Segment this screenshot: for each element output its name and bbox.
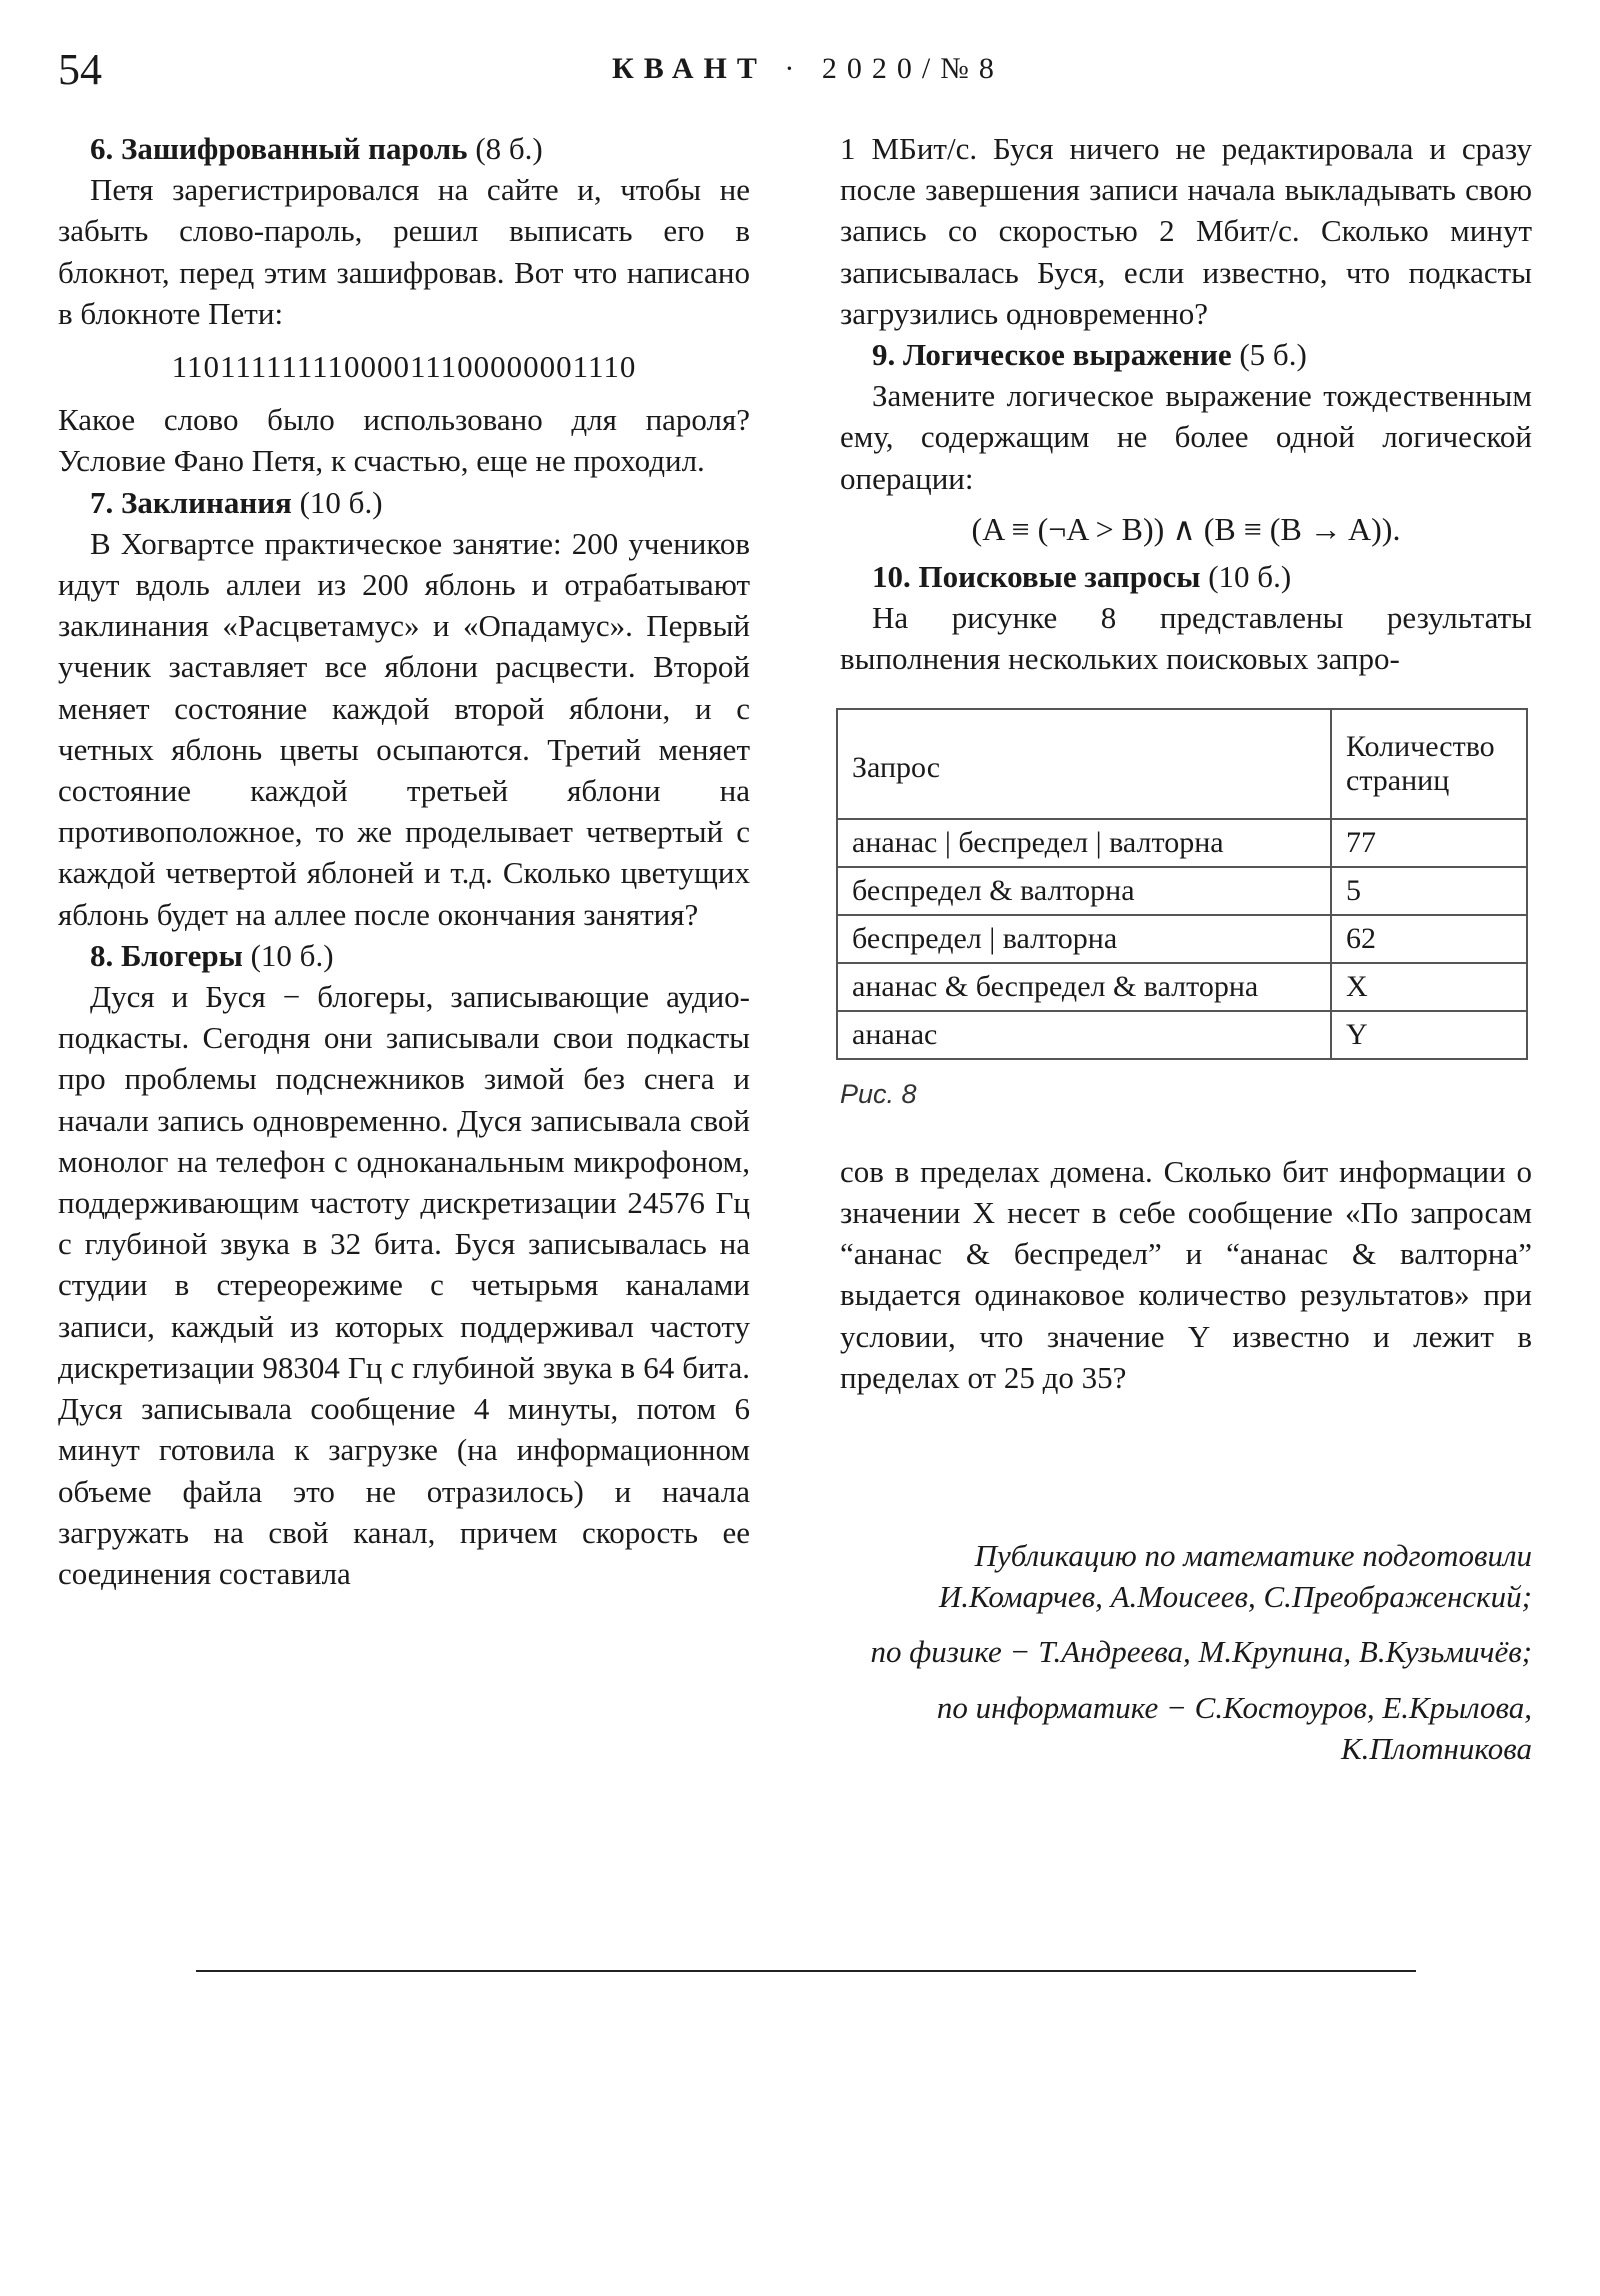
page-number: 54 [58, 45, 102, 94]
search-results-table [836, 708, 1528, 1060]
table-header-row [837, 709, 1527, 819]
problem-10 [840, 556, 1532, 1398]
problem-title: Заклинания [121, 484, 292, 520]
problem-text: Дуся и Буся − блогеры, записывающие аудио-подкасты. Сегодня они записывали свои подкасты про проблемы подснежников зимой без снега и начали запись одновременно. Дуся записывала свой монолог на телефон с одноканальным микрофоном, поддерживающим частоту дискретизации 24576 Гц с глубиной звука в 32 бита. Буся записывалась на студии в стереорежиме с четырьмя каналами записи, каждый из которых поддерживал частоту дискретизации 98304 Гц с глубиной звука в 64 бита. Дуся записывала сообщение 4 минуты, потом 6 минут готовила к загрузке (на информационном объеме файла это не отразилось) и начала загружать на свой канал, причем скорость ее соединения составила [58, 979, 750, 1591]
problem-points: (8 б.) [475, 131, 543, 166]
problem-title: Блогеры [121, 937, 243, 973]
right-column [840, 128, 1532, 1398]
table-row [837, 915, 1527, 963]
problem-title: Зашифрованный пароль [121, 131, 468, 166]
problem-heading [58, 128, 750, 169]
problem-8-continued: 1 МБит/с. Буся ничего не редактировала и сразу после завершения записи начала выкладывать свою запись со скоростью 2 Мбит/с. Сколько минут записывалась Буся, если известно, что подкасты загрузились одновременно? [840, 131, 1532, 331]
problem-points: (5 б.) [1239, 337, 1307, 373]
problem-8 [58, 935, 750, 1594]
table-row [837, 819, 1527, 867]
problem-7 [58, 482, 750, 935]
left-column [58, 128, 750, 1594]
problem-title: Логическое выражение [903, 337, 1232, 373]
table-header-query: Запрос [837, 709, 1331, 819]
problem-9 [840, 334, 1532, 550]
problem-heading [58, 482, 750, 523]
problem-question: Какое слово было использовано для пароля? Условие Фано Петя, к счастью, еще не проходил. [58, 402, 750, 479]
encoded-password: 11011111111000011100000001110 [171, 349, 637, 385]
problem-text: Замените логическое выражение тождественным ему, содержащим не более одной логической операции: [840, 378, 1532, 496]
problem-6 [58, 128, 750, 482]
query-cell: ананас & беспредел & валторна [837, 963, 1331, 1011]
table-header-pages: Количество страниц [1331, 709, 1527, 819]
pages-cell: X [1331, 963, 1527, 1011]
problem-points: (10 б.) [250, 937, 334, 973]
problem-text: В Хогвартсе практическое занятие: 200 учеников идут вдоль аллеи из 200 яблонь и отрабатывают заклинания «Расцветамус» и «Опадамус». Первый ученик заставляет все яблони расцвести. Второй меняет состояние каждой второй яблони, и с четных яблонь цветы осыпаются. Третий меняет состояние каждой третьей яблони на противоположное, то же проделывает четвертый с каждой четвертой яблоней и т.д. Сколько цветущих яблонь будет на аллее после окончания занятия? [58, 525, 750, 932]
problem-number: 8. [90, 937, 114, 973]
pages-cell: 5 [1331, 867, 1527, 915]
logic-formula: (A ≡ (¬A > B)) ∧ (B ≡ (B → A)). [971, 510, 1401, 547]
credit-informatics: по информатике − С.Костоуров, Е.Крылова, К.Плотникова [936, 1689, 1532, 1766]
problem-heading [58, 935, 750, 976]
problem-points: (10 б.) [1208, 559, 1292, 595]
pages-cell: 77 [1331, 819, 1527, 867]
pages-cell: 62 [1331, 915, 1527, 963]
issue-number: · 2020/№8 [784, 52, 1004, 85]
query-cell: ананас [837, 1011, 1331, 1059]
problem-title: Поисковые запросы [918, 559, 1201, 595]
table-row [837, 963, 1527, 1011]
bottom-divider [196, 1970, 1416, 1972]
problem-heading [840, 334, 1532, 375]
problem-number: 9. [872, 337, 896, 373]
pages-cell: Y [1331, 1011, 1527, 1059]
running-header [612, 52, 1004, 86]
problem-text: На рисунке 8 представлены результаты выполнения нескольких поисковых запро- [840, 600, 1532, 677]
problem-points: (10 б.) [299, 484, 383, 520]
problem-10-continued: сов в пределах домена. Сколько бит информации о значении X несет в себе сообщение «По запросам “ананас & беспредел” и “ананас & валторна” выдается одинаковое количество результатов» при условии, что значение Y известно и лежит в пределах от 25 до 35? [840, 1153, 1532, 1395]
problem-number: 10. [872, 559, 911, 595]
credits [840, 1535, 1532, 1783]
table-row [837, 1011, 1527, 1059]
problem-number: 7. [90, 484, 114, 520]
problem-text: Петя зарегистрировался на сайте и, чтобы не забыть слово-пароль, решил выписать его в блокнот, перед этим зашифровав. Вот что написано в блокноте Пети: [58, 172, 750, 331]
query-cell: беспредел | валторна [837, 915, 1331, 963]
figure-caption: Рис. 8 [840, 1078, 917, 1109]
problem-heading [840, 556, 1532, 597]
magazine-name: КВАНТ [612, 52, 767, 85]
query-cell: беспредел & валторна [837, 867, 1331, 915]
table-row [837, 867, 1527, 915]
credit-math: Публикацию по математике подготовили И.Комарчев, А.Моисеев, С.Преображенский; [938, 1538, 1532, 1615]
problem-number: 6. [90, 131, 114, 166]
query-cell: ананас | беспредел | валторна [837, 819, 1331, 867]
credit-physics: по физике − Т.Андреева, М.Крупина, В.Кузьмичёв; [870, 1634, 1532, 1670]
